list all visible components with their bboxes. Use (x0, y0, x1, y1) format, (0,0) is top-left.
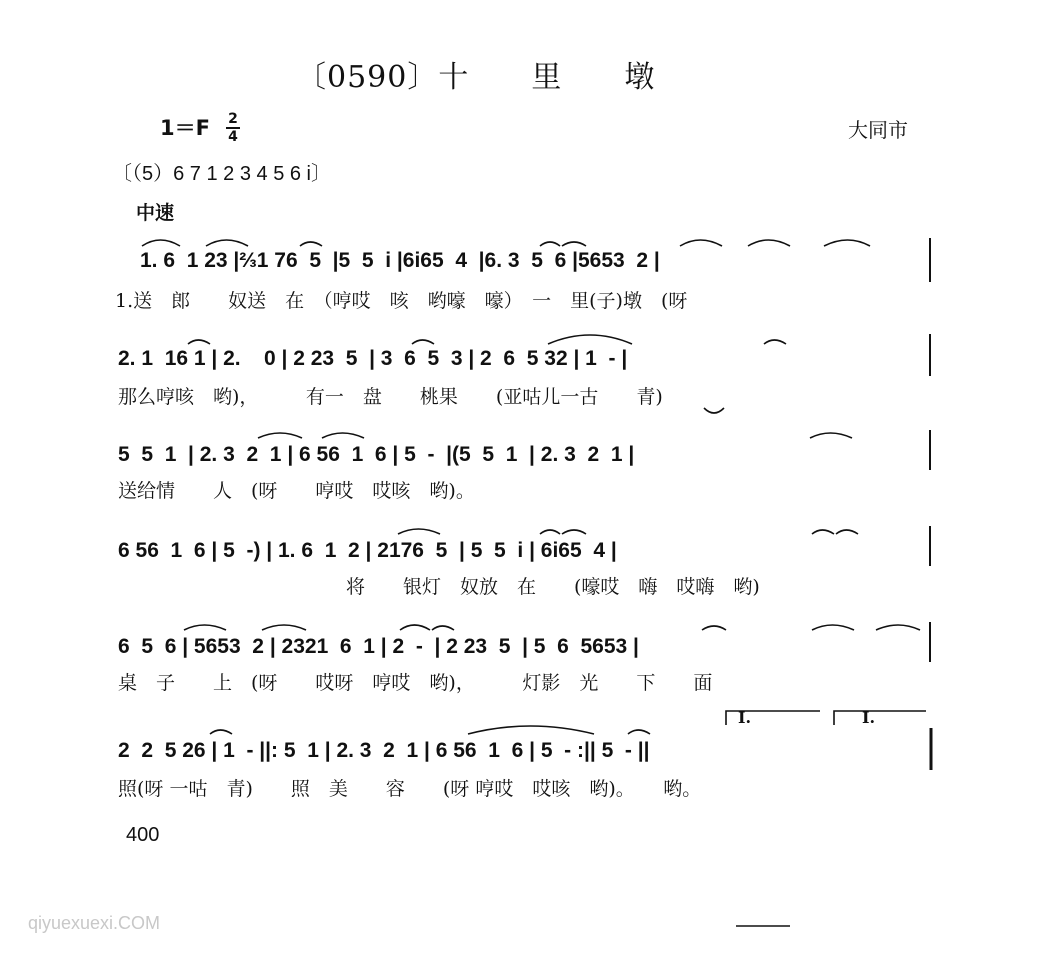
time-signature-numerator: 2 (228, 111, 238, 127)
lyric-row-4: 将 银灯 奴放 在 (嚎哎 嗨 哎嗨 哟) (118, 576, 760, 598)
lyric-row-2: 那么哼咳 哟)， 有一 盘 桃果 (亚咕儿一古 青) (118, 386, 663, 408)
slur-arc (702, 626, 726, 630)
slur-arc (628, 730, 650, 734)
slur-arc (704, 408, 724, 413)
notation-row-4: 6 56 1 6 | 5 -) | 1. 6 1 2 | 2176 5 | 5 5 i | 6i65 4 | (118, 539, 617, 562)
song-title: 〔0590〕十 里 墩 (296, 60, 656, 95)
slur-arc (812, 625, 854, 630)
key-signature: 1＝F (160, 116, 210, 140)
ending-two-label: I. (862, 708, 876, 727)
slur-arc (876, 625, 920, 630)
slur-arc (184, 625, 226, 630)
slur-arc (142, 240, 180, 246)
time-signature-denominator: 4 (228, 129, 238, 145)
slur-arc (210, 730, 232, 734)
notation-row-2: 2. 1 16 1 | 2. 0 | 2 23 5 | 3 6 5 3 | 2 6 5 32 | 1 - | (118, 347, 628, 370)
lyric-row-3: 送给情 人 (呀 哼哎 哎咳 哟)。 (118, 480, 475, 502)
slur-arc (562, 242, 586, 246)
slur-arc (562, 530, 586, 534)
slur-arc (824, 240, 870, 246)
slur-arc (432, 626, 454, 630)
slur-arc (322, 433, 364, 438)
slur-arc (188, 340, 210, 344)
watermark-text: qiyuexuexi.COM (28, 913, 161, 933)
slur-arc (206, 240, 248, 246)
region-label: 大同市 (848, 118, 908, 142)
volta-bracket (834, 708, 926, 727)
slur-arc (540, 530, 560, 534)
slur-arc (812, 530, 834, 534)
lyric-row-1: 1.送 郎 奴送 在 （哼哎 咳 哟嚎 嚎） 一 里(子)墩 (呀 (115, 290, 688, 312)
slur-arc (262, 625, 306, 630)
volta-bracket (726, 708, 820, 727)
notation-row-5: 6 5 6 | 5653 2 | 2321 6 1 | 2 - | 2 23 5 | 5 6 5653 | (118, 635, 639, 658)
slur-arc (412, 340, 434, 344)
lyric-row-6: 照(呀 一咕 青) 照 美 容 (呀 哼哎 哎咳 哟)。 哟。 (118, 778, 702, 800)
slur-arc (836, 530, 858, 534)
slur-arc (810, 433, 852, 438)
slur-arc (400, 625, 430, 630)
intro-notes: 〔（5）6 7 1 2 3 4 5 6 i〕 (112, 163, 332, 185)
slur-arc (680, 240, 722, 246)
lyric-row-5: 桌 子 上 (呀 哎呀 哼哎 哟)， 灯影 光 下 面 (118, 672, 713, 694)
slur-arc (764, 340, 786, 344)
slur-arc (748, 240, 790, 246)
page-number: 400 (126, 824, 160, 846)
notation-row-1: 1. 6 1 23 |⅔1 76 5 |5 5 i |6i65 4 |6. 3 5 6 |5653 2 | (140, 249, 660, 272)
notation-row-3: 5 5 1 | 2. 3 2 1 | 6 56 1 6 | 5 - |(5 5 1 | 2. 3 2 1 | (118, 443, 635, 466)
slur-arc (540, 242, 560, 246)
slur-arc (548, 335, 632, 344)
slur-arc (300, 242, 322, 246)
slur-arc (258, 433, 302, 438)
ending-one-label: I. (738, 708, 752, 727)
slur-arc (398, 529, 440, 534)
slur-arc (468, 726, 594, 734)
notation-row-6: 2 2 5 26 | 1 - ||: 5 1 | 2. 3 2 1 | 6 56 1 6 | 5 - :|| 5 - || (118, 739, 650, 762)
tempo-marking: 中速 (136, 202, 175, 224)
